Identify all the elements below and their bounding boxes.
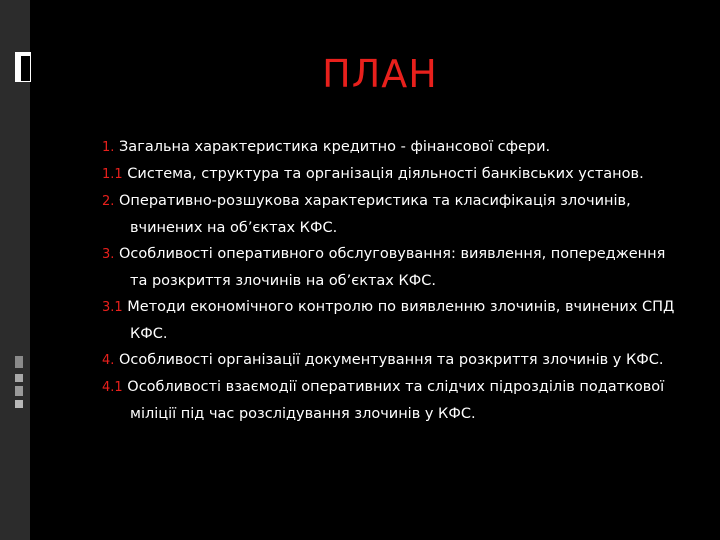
- plan-item: [102, 347, 687, 374]
- decorative-square: [15, 374, 23, 382]
- item-number: 2.: [102, 194, 115, 209]
- decorative-square: [21, 56, 30, 81]
- decorative-square: [15, 356, 23, 368]
- plan-item: [102, 188, 687, 241]
- plan-item: [102, 241, 687, 294]
- plan-item: [102, 161, 687, 188]
- item-text: Методи економічного контролю по виявленню злочинів, вчинених СПД КФС.: [127, 299, 675, 342]
- item-text: Особливості організації документування та розкриття злочинів у КФС.: [119, 352, 664, 368]
- item-text: Оперативно-розшукова характеристика та класифікація злочинів, вчинених на об’єктах КФС.: [119, 193, 631, 236]
- plan-item: [102, 374, 687, 427]
- plan-item: [102, 134, 687, 161]
- decorative-square: [15, 400, 23, 408]
- item-text: Особливості взаємодії оперативних та слідчих підрозділів податкової міліції під час розслідування злочинів у КФС.: [127, 379, 665, 422]
- decorative-square: [15, 386, 23, 396]
- plan-item: [102, 294, 687, 347]
- item-text: Особливості оперативного обслуговування: виявлення, попередження та розкриття злочинів на об’єктах КФС.: [119, 246, 666, 289]
- item-number: 4.1: [102, 380, 123, 395]
- item-number: 3.1: [102, 300, 123, 315]
- item-number: 1.1: [102, 167, 123, 182]
- item-number: 3.: [102, 247, 115, 262]
- item-number: 1.: [102, 140, 115, 155]
- plan-list: [102, 134, 687, 427]
- slide-title: ПЛАН: [322, 52, 438, 96]
- item-text: Загальна характеристика кредитно - фінансової сфери.: [119, 139, 551, 155]
- item-text: Система, структура та організація діяльності банківських установ.: [127, 166, 644, 182]
- item-number: 4.: [102, 353, 115, 368]
